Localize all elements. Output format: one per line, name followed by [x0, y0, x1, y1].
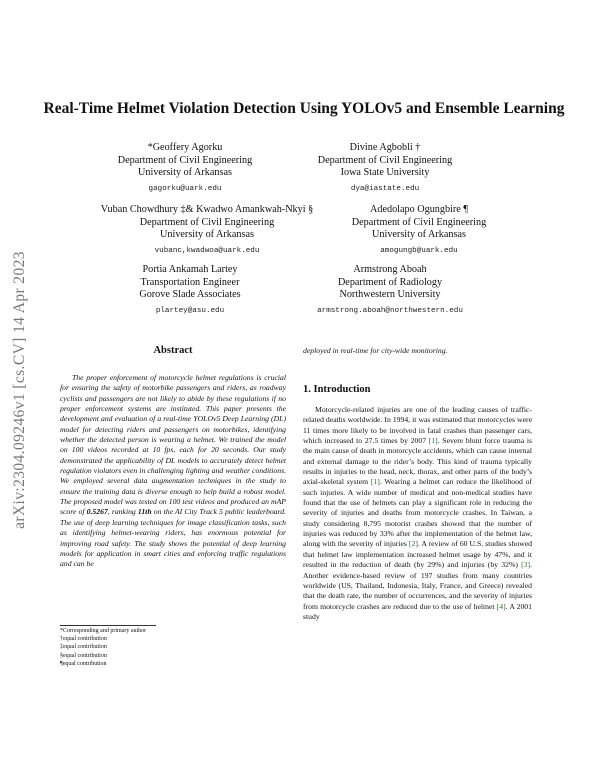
author-email: amogungb@uark.edu: [380, 246, 458, 255]
author-org: University of Arkansas: [160, 229, 254, 240]
introduction-body: Motorcycle-related injuries are one of the leading causes of traffic-related deaths worldwide. In 1994, it was estimated that motorcycles were 11 times more likely to be involved in fatal crashes than passenger cars, which increased to 27.5 times by 2007 [1]. Severe blunt force trauma is the main cause of death in motorcycle accidents, which can cause internal and external damage to the rider’s body. This kind of trauma typically results in injuries to the head, neck, thorax, and other parts of the body’s axial-skeletal system [1]. Wearing a helmet can reduce the likelihood of such injuries. A wide number of medical and non-medical studies have found that the use of helmets can play a significant role in reducing the severity of injuries and deaths from motorcycle crashes. In Taiwan, a study considering 8,795 motorist crashes showed that the number of injuries was reduced by 33% after the implementation of the helmet law, along with the severity of injuries [2]. A review of 60 U.S. studies showed that helmet law implementation increased helmet usage by 47%, and it resulted in the reduction of death (by 29%) and injuries (by 32%) [3]. Another evidence-based review of 197 studies from many countries worldwide (US, Thailand, Indonesia, Italy, France, and Greece) revealed that the death rate, the number of occurrences, and the severity of injuries from motorcycle crashes are reduced due to the use of helmet [4]. A 2001 study: [303, 405, 532, 621]
citation-link[interactable]: [1]: [370, 477, 380, 487]
map-score: 0.5267: [86, 507, 108, 517]
author-name: Portia Ankamah Lartey: [142, 264, 238, 275]
abstract-body: The proper enforcement of motorcycle helmet regulations is crucial for ensuring the safety of motorbike passengers and riders, as roadway cyclists and passengers are not likely to abide by these regulations if no proper enforcement systems are instituted. This paper presents the development and evaluation of a real-time YOLOv5 Deep Learning (DL) model for detecting riders and passengers on motorbikes, identifying whether the detected person is wearing a helmet. We trained the model on 100 videos recorded at 10 fps, each for 20 seconds. Our study demonstrated the applicability of DL models to accurately detect helmet regulation violators even in challenging lighting and weather conditions. We employed several data augmentation techniques in the study to ensure the training data is diverse enough to help build a robust model. The proposed model was tested on 100 test videos and produced an mAP score of 0.5267, ranking 11th on the AI City Track 5 public leaderboard. The use of deep learning techniques for image classification tasks, such as identifying helmet-wearing riders, has enormous potential for improving road safety. The study shows the potential of deep learning models for application in smart cities and enforcing traffic regulations and can be: [60, 373, 286, 569]
paper-title: Real-Time Helmet Violation Detection Using YOLOv5 and Ensemble Learning: [43, 100, 565, 117]
footnote: §equal contribution: [60, 652, 107, 659]
author-block: [100, 142, 270, 194]
author-block: [72, 204, 342, 256]
footnote: ¶equal contribution: [60, 660, 107, 667]
leaderboard-rank: 11th: [137, 507, 152, 517]
author-org: Gorove Slade Associates: [139, 289, 241, 300]
footnote: †equal contribution: [60, 636, 107, 643]
footnotes: [60, 627, 286, 668]
author-name: Adedolapo Ogungbire ¶: [370, 204, 468, 215]
arxiv-id-text: arXiv:2304.09246v1 [cs.CV] 14 Apr 2023: [11, 251, 28, 529]
footnote: ‡equal contribution: [60, 644, 107, 651]
author-block: [300, 142, 470, 194]
author-name: Armstrong Aboah: [353, 264, 427, 275]
arxiv-identifier: [8, 200, 32, 580]
author-name: Divine Agbobli †: [349, 142, 421, 153]
author-dept: Department of Civil Engineering: [351, 216, 487, 228]
author-email: plartey@asu.edu: [155, 306, 225, 315]
author-name: *Geoffery Agorku: [147, 142, 223, 153]
footnote: *Corresponding and primary author: [60, 628, 147, 634]
author-block: [270, 264, 510, 316]
citation-link[interactable]: [3]: [521, 560, 531, 570]
introduction-heading: 1. Introduction: [303, 384, 371, 395]
author-email: dya@iastate.edu: [350, 184, 420, 193]
citation-link[interactable]: [4]: [496, 601, 506, 611]
author-email: gagorku@uark.edu: [148, 184, 222, 193]
author-org: University of Arkansas: [372, 229, 466, 240]
author-email: armstrong.aboah@northwestern.edu: [317, 306, 463, 315]
author-org: Iowa State University: [340, 167, 430, 178]
author-block: [334, 204, 504, 256]
author-dept: Department of Civil Engineering: [317, 154, 453, 166]
author-email: vubanc,kwadwoa@uark.edu: [154, 246, 260, 255]
abstract-heading: Abstract: [153, 345, 193, 356]
author-org: Northwestern University: [339, 289, 441, 300]
abstract-continuation: deployed in real-time for city-wide monitoring.: [303, 346, 448, 355]
author-dept: Department of Radiology: [337, 276, 443, 288]
footnote-rule: [60, 625, 156, 626]
author-dept: Department of Civil Engineering: [139, 216, 275, 228]
citation-link[interactable]: [2]: [408, 539, 418, 549]
author-org: University of Arkansas: [138, 167, 232, 178]
citation-link[interactable]: [1]: [428, 436, 438, 446]
author-dept: Transportation Engineer: [140, 276, 240, 288]
author-block: [105, 264, 275, 316]
author-name: Vuban Chowdhury ‡& Kwadwo Amankwah-Nkyi §: [100, 204, 314, 215]
author-dept: Department of Civil Engineering: [117, 154, 253, 166]
